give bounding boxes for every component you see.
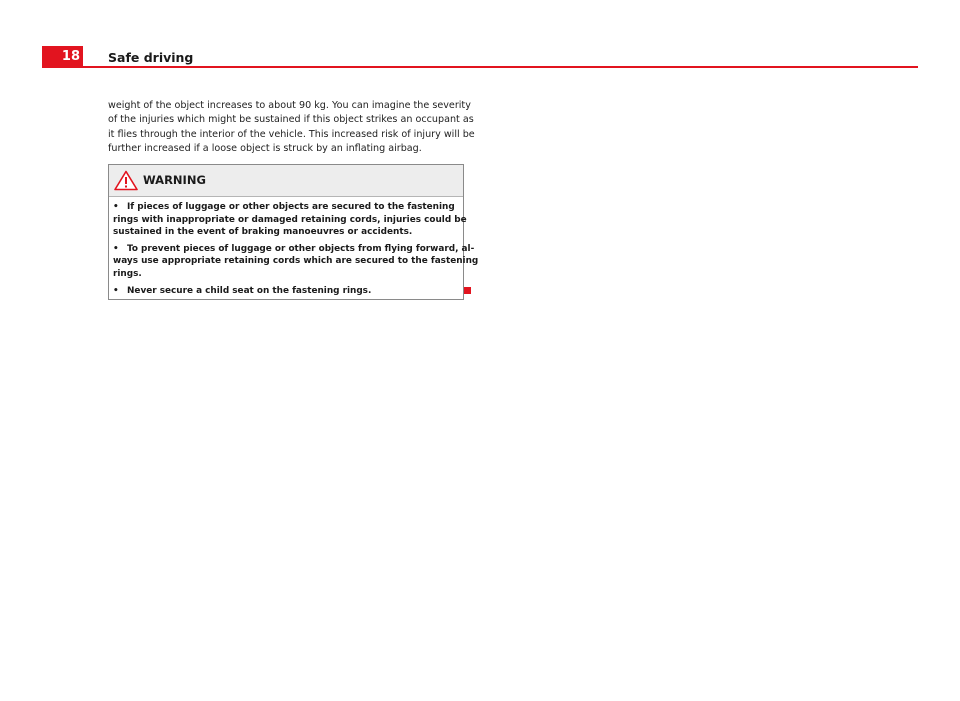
warning-item-text: Never secure a child seat on the fastening rings. bbox=[127, 285, 372, 296]
warning-item bbox=[113, 201, 467, 239]
body-paragraph bbox=[108, 99, 475, 157]
warning-box bbox=[108, 164, 479, 300]
page-number: 18 bbox=[42, 46, 83, 68]
body-line: it flies through the interior of the vehicle. This increased risk of injury will be bbox=[108, 128, 475, 140]
warning-item-text: rings. bbox=[113, 268, 142, 279]
body-line: further increased if a loose object is struck by an inflating airbag. bbox=[108, 143, 422, 155]
warning-item-text: To prevent pieces of luggage or other objects from flying forward, al- bbox=[127, 243, 475, 254]
warning-header bbox=[109, 165, 463, 197]
warning-item-text: ways use appropriate retaining cords which are secured to the fastening bbox=[113, 256, 479, 267]
bullet: • bbox=[113, 243, 119, 254]
bullet: • bbox=[113, 285, 119, 296]
warning-triangle-icon bbox=[114, 170, 138, 191]
warning-item-text: rings with inappropriate or damaged retaining cords, injuries could be bbox=[113, 214, 467, 225]
warning-list bbox=[109, 197, 479, 297]
warning-item bbox=[113, 243, 479, 281]
body-line: weight of the object increases to about 90 kg. You can imagine the severity bbox=[108, 100, 471, 111]
section-end-marker bbox=[464, 287, 471, 294]
warning-title: WARNING bbox=[143, 173, 206, 187]
body-line: of the injuries which might be sustained if this object strikes an occupant as bbox=[108, 114, 474, 126]
warning-item-text: sustained in the event of braking manoeuvres or accidents. bbox=[113, 227, 413, 238]
section-title: Safe driving bbox=[108, 50, 194, 65]
header-rule bbox=[42, 66, 918, 68]
bullet: • bbox=[113, 202, 119, 212]
warning-item bbox=[113, 285, 457, 298]
warning-item-text: If pieces of luggage or other objects are secured to the fastening bbox=[127, 202, 455, 212]
